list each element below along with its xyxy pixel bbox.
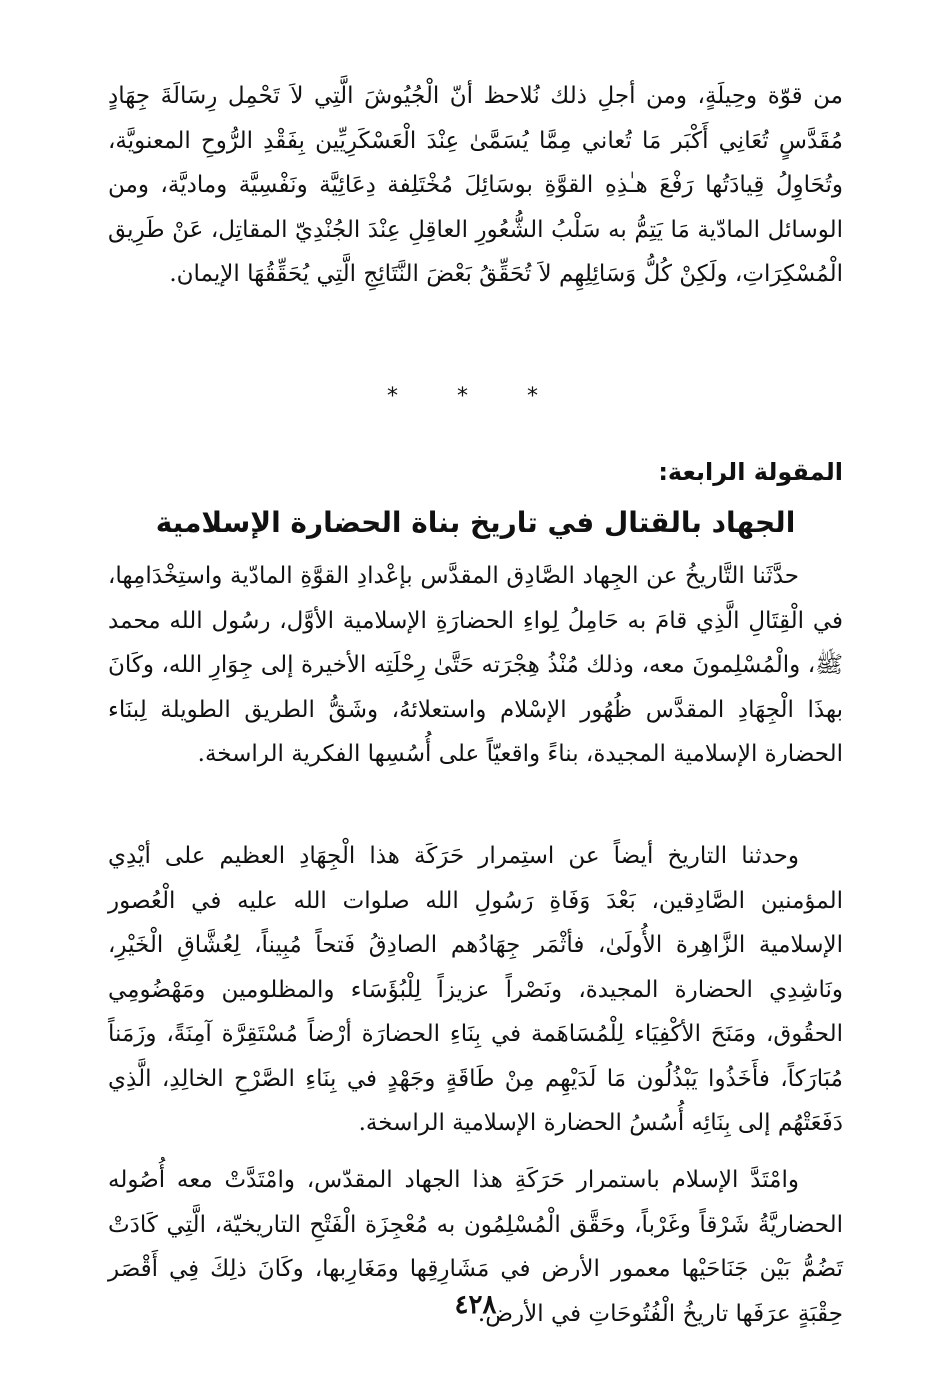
paragraph-2: وحدثنا التاريخ أيضاً عن استِمرار حَرَكَة هذا الْجِهَادِ العظيم على أيْدِي المؤمنين الصَّادِقين، بَعْدَ وَفَاةِ رَسُولِ الله صلوات الله عليه في الْعُصور الإسلامية الزَّاهِرة الأُولَىٰ، فأثْمَر جِهَادُهم الصادِقُ فَتحاً مُبِيناً، لِعُشَّاقِ الْخَيْرِ، ونَاشِدِي الحضارة المجيدة، ونَصْراً عزيزاً لِلْبُؤَسَاء والمظلومين ومَهْضُومِي الحقُوق، ومَنَحَ الأكْفِيَاء لِلْمُسَاهَمة في بِنَاءِ الحضارَة أرْضاً مُسْتَقِرَّة آمِنَةً، وزَمَناً مُبَارَكاً، فأَخَذُوا يَبْذُلُون مَا لَدَيْهِم مِنْ طَاقَةٍ وجَهْدٍ في بِنَاءِ الصَّرْحِ الخالِدِ، الَّذِي دَفَعَتْهُم إلى بِنَائِه أُسُسُ الحضارة الإسلامية الراسخة. xyxy=(108,843,843,1136)
paragraph-3: وامْتَدَّ الإسلام باستمرار حَرَكَةِ هذا الجهاد المقدّس، وامْتَدَّتْ معه أُصُوله الحضاريَّةُ شَرْقاً وغَرْباً، وحَقَّق الْمُسْلِمُون به مُعْجِزَة الْفَتْحِ التاريخيّة، الَّتِي كَادَتْ تَضُمُّ بَيْن جَنَاحَيْها معمور الأرض في مَشَارِقِها ومَغَارِبها، وكَانَ ذلِكَ فِي أَقْصَر حِقْبَةٍ عرَفَها تاريخُ الْفُتُوحَاتِ في الأرض. xyxy=(108,1167,843,1327)
section-divider: * * * xyxy=(387,384,564,409)
paragraph-1: حدَّثَنا التَّاريخُ عن الجِهاد الصَّادِق المقدَّس بإعْدادِ القوَّةِ المادّية واستِخْدَامِها، في الْقِتَالِ الَّذِي قامَ به حَامِلُ لِواءِ الحضارَةِ الإسلامية الأوَّل، رسُول الله محمد ﷺ، والْمُسْلِمونَ معه، وذلك مُنْذُ هِجْرَته حَتَّىٰ رِحْلَتِه الأخيرة إلى جِوَارِ الله، وكَانَ بهذَا الْجِهَادِ المقدَّس ظُهُور الإسْلام واستعلائهُ، وشَقُّ الطريق الطويلة لِبنَاء الحضارة الإسلامية المجيدة، بناءً واقعيّاً على أُسُسِها الفكرية الراسخة. xyxy=(108,563,843,767)
section-label: المقولة الرابعة: xyxy=(658,458,843,486)
paragraph-continuation: من قوّة وحِيلَةٍ، ومن أجلِ ذلك نُلاحظ أنّ الْجُيُوشَ الَّتِي لاَ تَحْمِل رِسَالَةَ جِهَادٍ مُقَدَّسٍ تُعَانِي أَكْبَر مَا تُعاني مِمَّا يُسَمَّىٰ عِنْدَ الْعَسْكَرِيِّين بِفَقْدِ الرُّوحِ المعنويَّة، وتُحَاوِلُ قِيادَتُها رَفْعَ هـٰذِهِ القوَّةِ بوسَائِلَ مُخْتَلِفة دِعَائِيَّة ونَفْسِيَّة وماديَّة، ومن الوسائل المادّية مَا يَتِمُّ به سَلْبُ الشُّعُورِ العاقِلِ عِنْدَ الجُنْدِيّ المقاتِل، عَنْ طَرِيق الْمُسْكِرَاتِ، ولَكِنْ كُلُّ وَسَائِلِهِم لاَ تُحَقِّقُ بَعْضَ النَّتَائِجِ الَّتِي يُحَقِّقُهَا الإيمان. xyxy=(108,83,843,287)
section-title: الجهاد بالقتال في تاريخ بناة الحضارة الإسلامية xyxy=(155,506,796,539)
page-number: ٤٢٨ xyxy=(454,1290,497,1320)
book-page xyxy=(108,62,843,1352)
